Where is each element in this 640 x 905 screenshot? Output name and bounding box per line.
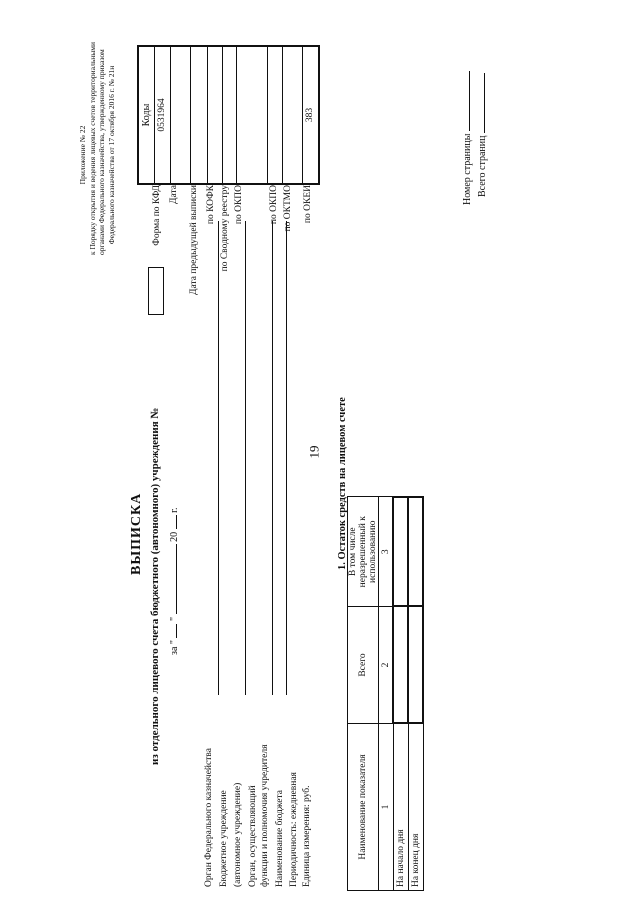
treasury-fill-line[interactable] xyxy=(218,221,219,695)
row-label-start-of-day: На начало дня xyxy=(393,724,408,891)
label-autonomous-institution: (автономное учреждение) xyxy=(233,782,243,887)
label-okpo-1: по ОКПО xyxy=(234,185,244,225)
code-kofk[interactable] xyxy=(207,47,223,183)
section-1-title: 1. Остаток средств на лицевом счете xyxy=(337,397,348,570)
label-budget-institution: Бюджетное учреждение xyxy=(219,790,229,887)
period-year-prefix: 20 xyxy=(169,531,180,542)
period-year-suffix: г. xyxy=(169,507,180,513)
row-label-end-of-day: На конец дня xyxy=(408,724,423,891)
label-periodicity: Периодичность: ежедневная xyxy=(289,772,299,887)
period-line xyxy=(169,507,180,655)
code-form-kfd: 0531964 xyxy=(154,47,171,183)
label-prev-date: Дата предыдущей выписки xyxy=(189,185,199,295)
label-date: Дата xyxy=(169,185,179,204)
label-form-kfd: Форма по КФД xyxy=(152,185,162,246)
code-prev-date[interactable] xyxy=(190,47,208,183)
label-founder-body: Орган, осуществляющий xyxy=(248,785,258,887)
col-header-indicator: Наименование показателя xyxy=(348,724,379,891)
period-prefix: за " xyxy=(169,640,180,655)
col-number-2: 2 xyxy=(379,607,394,724)
institution-fill-line[interactable] xyxy=(245,221,246,695)
label-budget-name: Наименование бюджета xyxy=(275,790,285,887)
account-number-box[interactable] xyxy=(148,267,164,315)
cell-end-total[interactable] xyxy=(408,607,423,724)
col-header-total: Всего xyxy=(348,607,379,724)
label-founder-powers: функции и полномочия учредителя xyxy=(260,744,270,887)
form-title: ВЫПИСКА xyxy=(129,492,144,575)
cell-end-restricted[interactable] xyxy=(408,497,423,607)
label-kofk: по КОФК xyxy=(206,185,216,225)
period-mid: " xyxy=(169,616,180,622)
cell-start-total[interactable] xyxy=(393,607,408,724)
founder-fill-line[interactable] xyxy=(272,221,273,695)
label-treasury-body: Орган Федерального казначейства xyxy=(204,748,214,887)
cell-start-restricted[interactable] xyxy=(393,497,408,607)
col-number-3: 3 xyxy=(379,497,394,607)
appendix-line-2: к Порядку открытия и ведения лицевых счетов территориальными xyxy=(87,41,97,255)
appendix-line-4: Федерального казначейства от 17 октября 2016 г. № 21н xyxy=(106,65,116,245)
code-date[interactable] xyxy=(170,47,191,183)
form-subtitle: из отдельного лицевого счета бюджетного (автономного) учреждения № xyxy=(149,407,161,765)
label-unit: Единица измерения: руб. xyxy=(302,785,312,887)
code-svod-reestr[interactable] xyxy=(222,47,237,183)
col-header-restricted: В том числе неразрешенный к использованию xyxy=(348,497,379,607)
page-number-label xyxy=(462,71,473,205)
col-number-1: 1 xyxy=(379,724,394,891)
label-oktmo: по ОКТМО xyxy=(283,185,293,232)
budget-fill-line[interactable] xyxy=(286,221,287,695)
code-okpo-2[interactable] xyxy=(267,47,283,183)
appendix-note xyxy=(78,41,116,255)
label-okpo-2: по ОКПО xyxy=(269,185,279,225)
label-okei: по ОКЕИ xyxy=(303,185,313,224)
balance-table xyxy=(347,496,424,891)
total-pages-text: Всего страниц xyxy=(477,135,488,197)
page-number-text: Номер страницы xyxy=(462,133,473,205)
code-okpo-1[interactable] xyxy=(236,47,268,183)
total-pages-label xyxy=(477,73,488,197)
codes-header: Коды xyxy=(139,47,155,183)
appendix-line-1: Приложение № 22 xyxy=(78,125,87,185)
code-okei: 383 xyxy=(305,107,315,123)
label-svod-reestr: по Сводному реестру xyxy=(220,185,230,272)
appendix-line-3: органами Федерального казначейства, утвержденному приказом xyxy=(97,49,106,255)
page-number: 19 xyxy=(306,445,322,459)
code-oktmo[interactable] xyxy=(282,47,303,183)
codes-box xyxy=(137,45,320,185)
